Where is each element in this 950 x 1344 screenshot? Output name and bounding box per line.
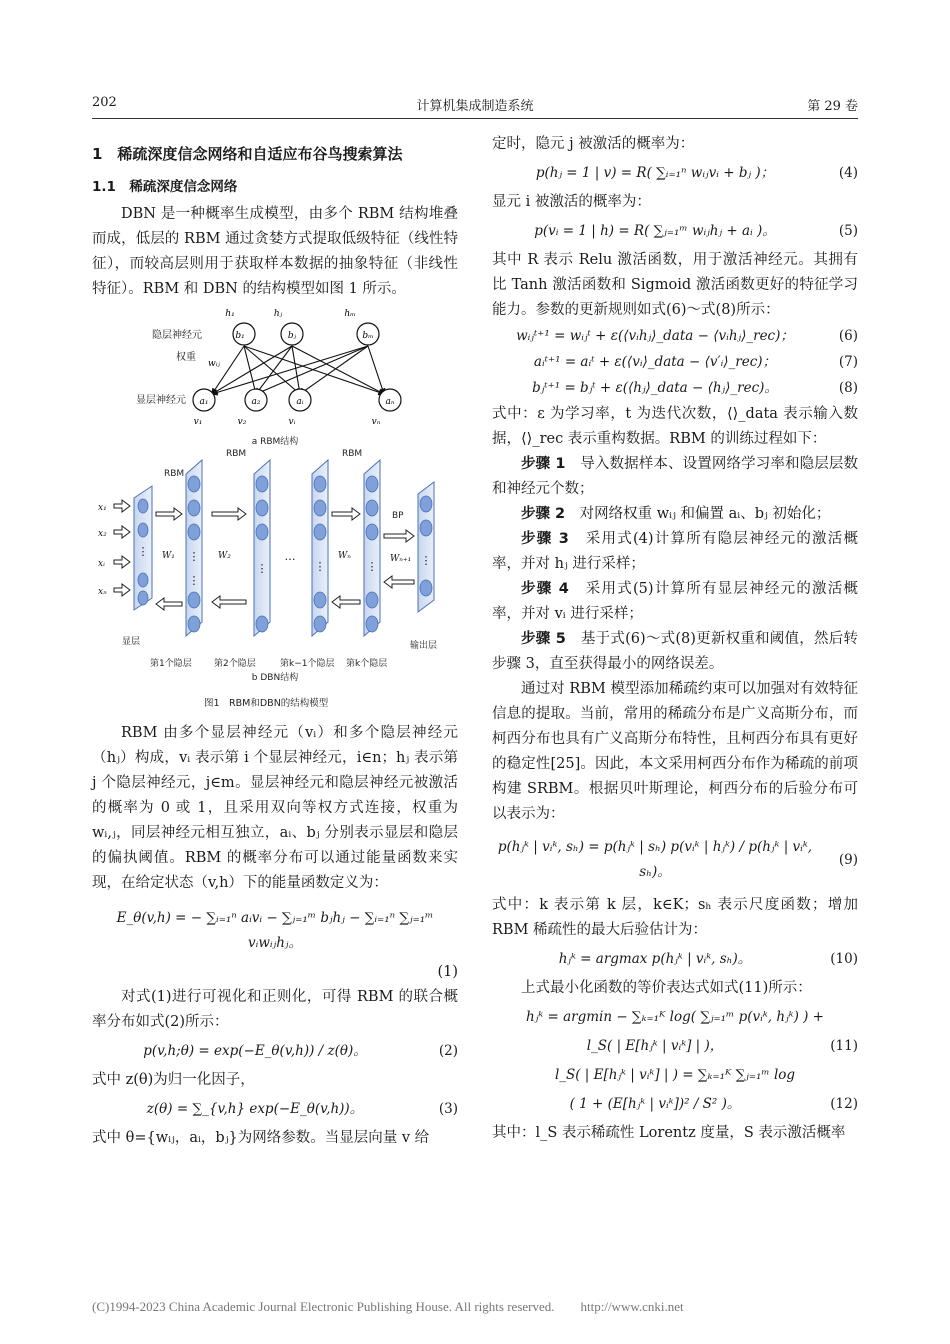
h-label: hₘ [344, 309, 356, 319]
weight-wn: Wₙ [338, 551, 351, 561]
equation-3: z(θ) = ∑_{v,h} exp(−E_θ(v,h))。 (3) [146, 1101, 458, 1117]
equation-number: (1) [437, 964, 458, 980]
step-5: 步骤 5 基于式(6)～式(8)更新权重和阈值，然后转步骤 3，直至获得最小的网络误差。 [492, 631, 859, 672]
a-node-label: a₂ [251, 397, 261, 407]
equation-7: aᵢᵗ⁺¹ = aᵢᵗ + ε(⟨vᵢ⟩_data − ⟨v′ᵢ⟩_rec)； (7) [533, 354, 858, 370]
svg-text:⋮: ⋮ [188, 550, 200, 563]
right-column [492, 132, 858, 1146]
caption-b: b DBN结构 [251, 673, 299, 683]
input-label: x₂ [98, 529, 107, 539]
paragraph: 式中：k 表示第 k 层，k∈K；sₕ 表示尺度函数；增加 RBM 稀疏性的最大后验估计为： [492, 897, 858, 938]
input-label: x₁ [98, 503, 107, 513]
step-1: 步骤 1 导入数据样本、设置网络学习率和隐层层数和神经元个数； [492, 456, 859, 497]
equation-11-line-1: hⱼᵏ = argmin − ∑ₖ₌₁ᴷ log( ∑ⱼ₌₁ᵐ p(vᵢᵏ, hⱼᵏ) ) + [526, 1009, 824, 1025]
paragraph: RBM 由多个显层神经元（vᵢ）和多个隐层神经元（hⱼ）构成，vᵢ 表示第 i 个显层神经元，i∈n；hⱼ 表示第 j 个隐层神经元，j∈m。显层神经元和隐层神经元被激活的概率为 0 或 1，且采用双向等权方式连接，权重为 wᵢ,ⱼ，同层神经元相互独立，aᵢ、bⱼ 分别表示显层和隐层的偏执阈值。RBM 的概率分布可以通过能量函数来实现，在给定状态（v,h）下的能量函数定义为： [92, 725, 458, 891]
header-rule [92, 118, 858, 119]
w-symbol: wᵢⱼ [208, 359, 220, 369]
left-column [92, 130, 458, 1151]
visible-layer-label: 显层 [122, 637, 141, 647]
b-node-label: b₁ [235, 331, 245, 341]
svg-text:⋮: ⋮ [314, 560, 326, 573]
figure-1-svg [92, 308, 458, 713]
rbm-label: RBM [342, 449, 363, 459]
layer-label: 第1个隐层 [150, 659, 192, 669]
svg-text:⋮: ⋮ [256, 562, 268, 575]
step-3: 步骤 3 采用式(4)计算所有隐层神经元的激活概率，并对 hⱼ 进行采样； [492, 531, 859, 572]
b-node-label: bₘ [362, 331, 374, 341]
paragraph: 显元 i 被激活的概率为： [492, 194, 651, 210]
equation-4: p(hⱼ = 1 | v) = R( ∑ᵢ₌₁ⁿ wᵢⱼvᵢ + bⱼ )； (4) [535, 165, 858, 181]
weight-w1: W₁ [162, 551, 175, 561]
equation-8: bⱼᵗ⁺¹ = bⱼᵗ + ε(⟨hⱼ⟩_data − ⟨hⱼ⟩_rec)。 (8) [532, 380, 858, 396]
v-label: vₙ [371, 417, 381, 427]
paragraph: 式中：ε 为学习率，t 为迭代次数，⟨⟩_data 表示输入数据，⟨⟩_rec 表示重构数据。RBM 的训练过程如下： [492, 406, 858, 447]
svg-text:⋮: ⋮ [366, 560, 378, 573]
paragraph: DBN 是一种概率生成模型，由多个 RBM 结构堆叠而成，低层的 RBM 通过贪婪方式提取低级特征（线性特征），而较高层则用于获取样本数据的抽象特征（非线性特征）。RBM 和 DBN 的结构模型如图 1 所示。 [92, 206, 458, 297]
volume: 第 29 卷 [807, 99, 858, 114]
output-layer-label: 输出层 [410, 641, 438, 651]
paragraph: 其中：l_S 表示稀疏性 Lorentz 度量，S 表示激活概率 [492, 1125, 846, 1141]
equation-6: wᵢⱼᵗ⁺¹ = wᵢⱼᵗ + ε(⟨vᵢhⱼ⟩_data − ⟨vᵢhⱼ⟩_rec)； (6) [516, 328, 858, 344]
layer-label: 第k个隐层 [346, 659, 388, 669]
equation-12-line-2: ( 1 + (E[hⱼᵏ | vᵢᵏ])² / S² )。 (12) [569, 1096, 858, 1112]
step-4: 步骤 4 采用式(5)计算所有显层神经元的激活概率，并对 vᵢ 进行采样； [492, 581, 859, 622]
hidden-neuron-label: 隐层神经元 [152, 330, 202, 341]
weight-w2: W₂ [218, 551, 231, 561]
equation-2: p(v,h;θ) = exp(−E_θ(v,h)) / z(θ)。 (2) [143, 1043, 458, 1059]
rbm-label: RBM [226, 449, 247, 459]
h-label: h₁ [225, 309, 235, 319]
layer-label: 第k−1个隐层 [280, 659, 335, 669]
caption-a: a RBM结构 [251, 437, 299, 447]
h-label: hⱼ [273, 309, 283, 319]
rbm-label: RBM [164, 469, 185, 479]
equation-12-line-1: l_S( | E[hⱼᵏ | vᵢᵏ] | ) = ∑ₖ₌₁ᴷ ∑ⱼ₌₁ᵐ log [554, 1067, 796, 1083]
section-1-title: 1 稀疏深度信念网络和自适应布谷鸟搜索算法 [92, 145, 403, 163]
section-1-1-title: 1.1 稀疏深度信念网络 [92, 179, 238, 195]
figure-1 [92, 308, 458, 713]
v-label: vᵢ [288, 417, 296, 427]
bp-label: BP [392, 511, 404, 521]
paragraph: 式中 z(θ)为归一化因子， [92, 1072, 255, 1088]
equation-9: p(hⱼᵏ | vᵢᵏ, sₕ) = p(hⱼᵏ | sₕ) p(vᵢᵏ | hⱼᵏ) / p(hⱼᵏ | vᵢᵏ, sₕ)。 (9) [497, 839, 858, 880]
copyright-footer: (C)1994-2023 China Academic Journal Electronic Publishing House. All rights reserved. http://www.cnki.net [92, 1299, 684, 1314]
v-label: v₂ [237, 417, 247, 427]
svg-text:⋮: ⋮ [137, 545, 149, 558]
input-label: xₙ [98, 587, 107, 597]
layer-label: 第2个隐层 [214, 659, 256, 669]
page-number: 202 [92, 95, 117, 110]
a-node-label: a₁ [199, 397, 209, 407]
equation-5: p(vᵢ = 1 | h) = R( ∑ⱼ₌₁ᵐ wᵢⱼhⱼ + aᵢ )。 (5) [534, 223, 858, 239]
visible-neuron-label: 显层神经元 [136, 395, 186, 406]
weight-wn1: Wₙ₊₁ [390, 554, 412, 564]
layer-ellipsis: … [284, 550, 296, 563]
figure-1-caption: 图1 RBM和DBN的结构模型 [204, 698, 329, 709]
paragraph: 定时，隐元 j 被激活的概率为： [492, 136, 695, 152]
input-label: xᵢ [98, 559, 105, 569]
journal-title: 计算机集成制造系统 [416, 99, 534, 114]
paragraph: 式中 θ={wᵢⱼ，aᵢ，bⱼ}为网络参数。当显层向量 v 给 [92, 1130, 430, 1146]
equation-1: E_θ(v,h) = − ∑ᵢ₌₁ⁿ aᵢvᵢ − ∑ⱼ₌₁ᵐ bⱼhⱼ − ∑ᵢ₌₁ⁿ ∑ⱼ₌₁ᵐ vᵢwᵢⱼhⱼ。 [116, 910, 434, 951]
b-node-label: bⱼ [287, 331, 297, 341]
paragraph: 通过对 RBM 模型添加稀疏约束可以加强对有效特征信息的提取。当前，常用的稀疏分布是广义高斯分布，而柯西分布也具有广义高斯分布特性，且柯西分布具有更好的稳定性[25]。因此，本文采用柯西分布作为稀疏的前项构建 SRBM。根据贝叶斯理论，柯西分布的后验分布可以表示为： [492, 681, 858, 822]
equation-11-line-2: l_S( | E[hⱼᵏ | vᵢᵏ] | )， (11) [586, 1038, 858, 1054]
paragraph: 对式(1)进行可视化和正则化，可得 RBM 的联合概率分布如式(2)所示： [92, 989, 458, 1030]
a-node-label: aᵢ [296, 397, 304, 407]
dbn-layers [134, 460, 434, 636]
weight-label: 权重 [176, 352, 196, 363]
v-label: v₁ [193, 417, 203, 427]
step-2: 步骤 2 对网络权重 wᵢⱼ 和偏置 aᵢ、bⱼ 初始化； [521, 506, 831, 522]
a-node-label: aₙ [385, 397, 395, 407]
svg-text:⋮: ⋮ [420, 554, 432, 567]
paragraph: 上式最小化函数的等价表达式如式(11)所示： [521, 980, 812, 996]
svg-text:⋮: ⋮ [188, 574, 200, 587]
rbm-connections [212, 346, 384, 394]
paragraph: 其中 R 表示 Relu 激活函数，用于激活神经元。其拥有比 Tanh 激活函数和 Sigmoid 激活函数更好的特征学习能力。参数的更新规则如式(6)～式(8)所示： [492, 252, 858, 318]
equation-10: hⱼᵏ = argmax p(hⱼᵏ | vᵢᵏ, sₕ)。 (10) [558, 951, 858, 967]
